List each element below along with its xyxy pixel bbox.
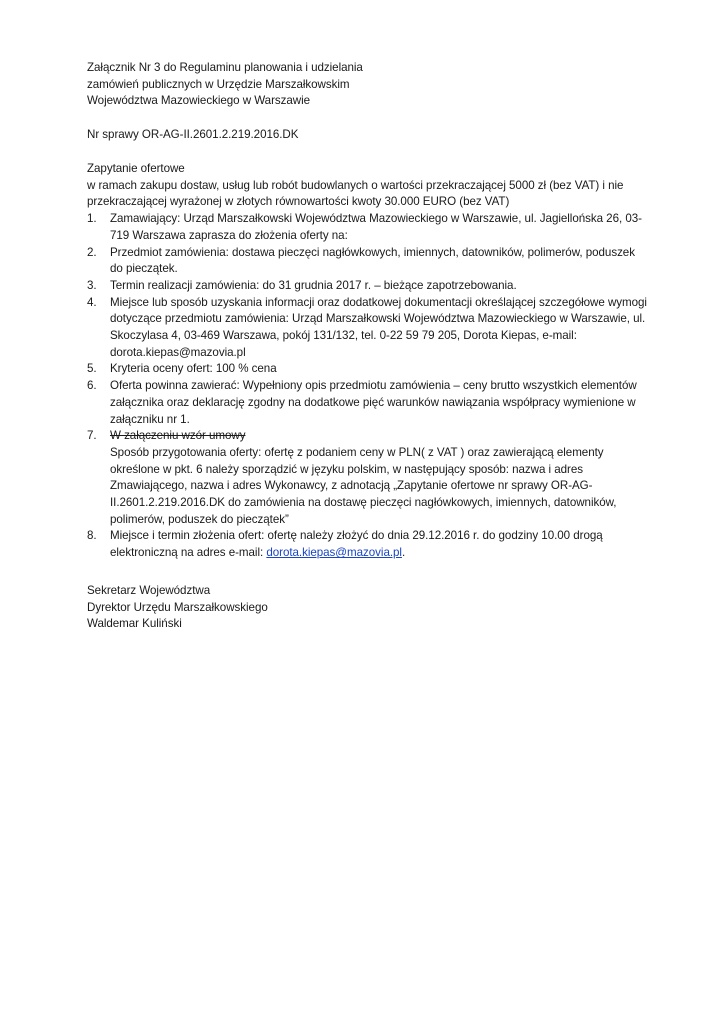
preparation-paragraph: Sposób przygotowania oferty: ofertę z podaniem ceny w PLN( z VAT ) oraz zawierającą elementy określone w pkt. 6 należy sporządzić w języku polskim, w następujący sposób: nazwa i adres Zmawiającego, nazwa i adres Wykonawcy, z adnotacją „Zapytanie ofertowe nr sprawy OR-AG-II.2601.2.219.2016.DK do zamówienia na dostawę pieczęci nagłówkowych, imiennych, datowników, polimerów, poduszek do pieczątek”: [110, 445, 617, 526]
item-number: 2.: [87, 245, 97, 259]
item-text: Oferta powinna zawierać: Wypełniony opis przedmiotu zamówienia – ceny brutto wszystkich elementów załącznika oraz deklarację zgodny na dodatkowe pięć warunków nawiązania współpracy wymienione w załączniku nr 1.: [110, 379, 637, 426]
item-suffix: .: [401, 546, 406, 560]
item-number: 4.: [87, 295, 97, 309]
item-text: Miejsce lub sposób uzyskania informacji oraz dodatkowej dokumentacji określającej szczegółowe wymogi dotyczące przedmiotu zamówienia: Urząd Marszałkowski Województwa Mazowieckiego w Warszawie, ul. Skoczylasa 4, 03-469 Warszawa, pokój 131/132, tel. 0-22 59 79 205, Dorota Kiepas, e-mail: dorota.kiepas@mazovia.pl: [110, 295, 647, 359]
inquiry-section: [87, 161, 647, 562]
signature-block: [87, 583, 647, 633]
item-number: 6.: [87, 379, 97, 393]
header-line: Województwa Mazowieckiego w Warszawie: [87, 94, 311, 108]
item-number: 8.: [87, 529, 97, 543]
case-number: Nr sprawy OR-AG-II.2601.2.219.2016.DK: [87, 128, 299, 141]
item-number: 5.: [87, 362, 97, 376]
item-text: Kryteria oceny ofert: 100 % cena: [110, 362, 277, 376]
signature-line: Dyrektor Urzędu Marszałkowskiego: [87, 600, 268, 614]
signature-line: Sekretarz Województwa: [87, 584, 211, 597]
list-item: [87, 361, 647, 378]
item-number: 3.: [87, 278, 97, 292]
inquiry-title: Zapytanie ofertowe: [87, 162, 185, 175]
inquiry-intro: w ramach zakupu dostaw, usług lub robót budowlanych o wartości przekraczającej 5000 zł (bez VAT) i nie przekraczającej wyrażonej w złotych równowartości kwoty 30.000 EURO (bez VAT): [87, 178, 624, 209]
inquiry-items-list: [87, 211, 647, 445]
attachment-header: [87, 60, 647, 110]
list-item: [87, 211, 647, 244]
signature-line: Waldemar Kuliński: [87, 617, 182, 631]
item-text: Miejsce i termin złożenia ofert: ofertę należy złożyć do dnia 29.12.2016 r. do godziny 10.00 drogą elektroniczną na adres e-mail:: [110, 529, 603, 560]
item-text: Termin realizacji zamówienia: do 31 grudnia 2017 r. – bieżące zapotrzebowania.: [110, 278, 517, 292]
list-item: [87, 278, 647, 295]
inquiry-items-list-continued: [87, 528, 647, 561]
list-item: [87, 378, 647, 428]
item-text: Zamawiający: Urząd Marszałkowski Województwa Mazowieckiego w Warszawie, ul. Jagiellońska 26, 03-719 Warszawa zaprasza do złożenia oferty na:: [110, 212, 642, 242]
item-number: 7.: [87, 429, 97, 443]
item-text: Przedmiot zamówienia: dostawa pieczęci nagłówkowych, imiennych, datowników, polimerów, poduszek do pieczątek.: [110, 245, 635, 276]
item-number: 1.: [87, 212, 97, 226]
header-line: zamówień publicznych w Urzędzie Marszałkowskim: [87, 77, 350, 91]
list-item: [87, 528, 647, 561]
list-item-struck: [87, 428, 647, 445]
email-link[interactable]: dorota.kiepas@mazovia.pl: [266, 546, 402, 560]
list-item: [87, 295, 647, 362]
item-text: W załączeniu wzór umowy: [110, 429, 246, 443]
list-item: [87, 245, 647, 278]
header-line: Załącznik Nr 3 do Regulaminu planowania i udzielania: [87, 61, 363, 74]
